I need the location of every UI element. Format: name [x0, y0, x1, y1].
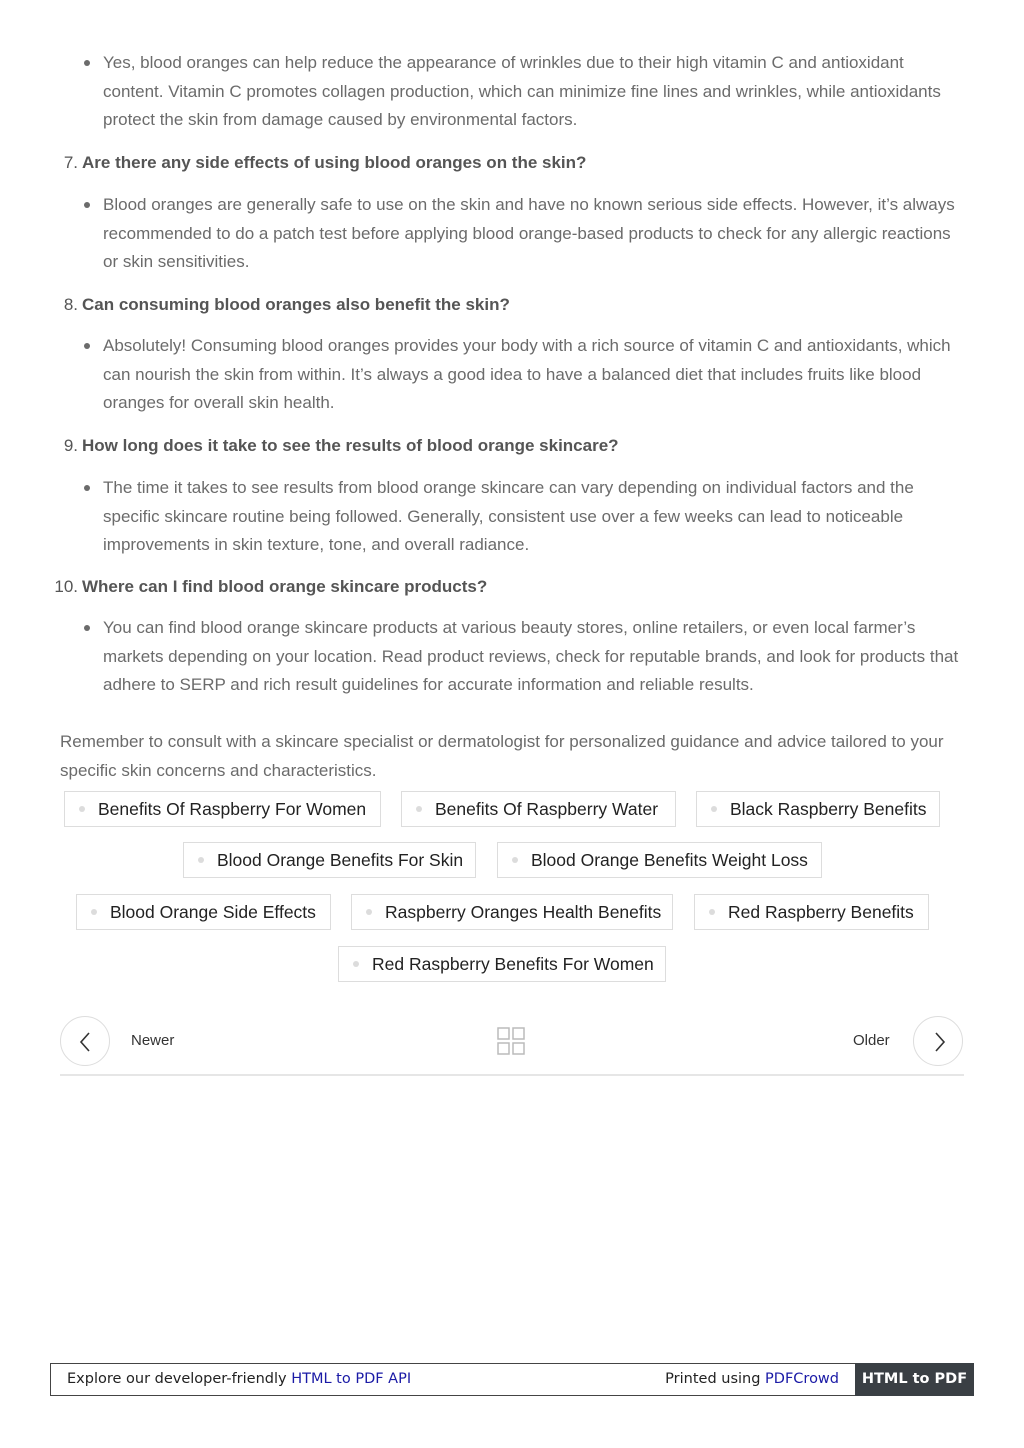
tag-link[interactable] [76, 894, 331, 930]
question-text: How long does it take to see the results of blood orange skincare? [82, 436, 619, 455]
tag-dot-icon [198, 857, 204, 863]
tag-dot-icon [91, 909, 97, 915]
nav-divider [60, 1074, 964, 1076]
older-post-link[interactable]: Older [853, 1032, 890, 1049]
faq-answer-8 [103, 332, 968, 418]
question-number: 7. [63, 153, 78, 172]
faq-question-10 [54, 575, 962, 599]
bullet-icon [84, 625, 90, 631]
tag-label: Red Raspberry Benefits For Women [372, 954, 654, 974]
faq-answer-text: You can find blood orange skincare products at various beauty stores, online retailers, or even local farmer’s markets depending on your location. Read product reviews, check for reputable brands, and look for products that adhere to SERP and rich result guidelines for accurate information and reliable results. [103, 618, 959, 694]
tag-label: Red Raspberry Benefits [728, 902, 914, 922]
footer-left-text: Explore our developer-friendly [67, 1371, 292, 1387]
tag-label: Blood Orange Side Effects [110, 902, 316, 922]
question-number: 9. [63, 436, 78, 455]
tag-dot-icon [416, 806, 422, 812]
tag-label: Blood Orange Benefits For Skin [217, 850, 464, 870]
question-text: Can consuming blood oranges also benefit the skin? [82, 295, 510, 314]
tag-link[interactable] [497, 842, 822, 878]
chevron-left-icon [76, 1032, 96, 1052]
faq-answer-text: Blood oranges are generally safe to use on the skin and have no known serious side effects. However, it’s always recommended to do a patch test before applying blood orange-based products to check for any allergic reactions or skin sensitivities. [103, 195, 955, 271]
tag-label: Benefits Of Raspberry Water [435, 799, 659, 819]
tag-link[interactable] [338, 946, 666, 982]
question-number: 8. [63, 295, 78, 314]
pdf-footer [50, 1363, 974, 1396]
bullet-icon [84, 202, 90, 208]
faq-answer-7 [103, 191, 968, 277]
pdfcrowd-link[interactable]: PDFCrowd [765, 1371, 839, 1387]
tag-link[interactable] [183, 842, 476, 878]
faq-question-9 [63, 434, 962, 458]
question-number: 10. [54, 577, 78, 596]
tag-link[interactable] [401, 791, 676, 827]
tag-dot-icon [353, 961, 359, 967]
tag-label: Black Raspberry Benefits [730, 799, 927, 819]
bullet-icon [84, 60, 90, 66]
tag-dot-icon [711, 806, 717, 812]
html-to-pdf-button[interactable]: HTML to PDF [855, 1363, 974, 1396]
html-to-pdf-api-link[interactable]: HTML to PDF API [291, 1371, 412, 1387]
faq-answer-text: Absolutely! Consuming blood oranges provides your body with a rich source of vitamin C and antioxidants, which can nourish the skin from within. It’s always a good idea to have a balanced diet that includes fruits like blood oranges for overall skin health. [103, 336, 951, 412]
older-post-button[interactable] [913, 1016, 963, 1066]
faq-answer-10 [103, 614, 968, 700]
newer-post-link[interactable]: Newer [131, 1032, 175, 1049]
bullet-icon [84, 485, 90, 491]
footer-right [665, 1364, 839, 1395]
tag-label: Raspberry Oranges Health Benefits [385, 902, 662, 922]
faq-answer-text: The time it takes to see results from blood orange skincare can vary depending on individual factors and the specific skincare routine being followed. Generally, consistent use over a few weeks can lead to noticeable improvements in skin texture, tone, and overall radiance. [103, 478, 914, 554]
grid-icon[interactable] [497, 1027, 525, 1055]
tag-link[interactable] [696, 791, 940, 827]
closing-paragraph: Remember to consult with a skincare specialist or dermatologist for personalized guidance and advice tailored to your specific skin concerns and characteristics. [60, 732, 944, 780]
bullet-icon [84, 343, 90, 349]
question-text: Are there any side effects of using blood oranges on the skin? [82, 153, 587, 172]
tag-link[interactable] [351, 894, 673, 930]
footer-left [67, 1364, 411, 1395]
faq-answer-9 [103, 474, 968, 560]
tag-link[interactable] [694, 894, 929, 930]
faq-answer-6 [103, 49, 968, 135]
footer-right-text: Printed using [665, 1371, 766, 1387]
tag-dot-icon [79, 806, 85, 812]
chevron-right-icon [929, 1032, 949, 1052]
tag-dot-icon [709, 909, 715, 915]
faq-answer-text: Yes, blood oranges can help reduce the appearance of wrinkles due to their high vitamin C and antioxidant content. Vitamin C promotes collagen production, which can minimize fine lines and wrinkles, while antioxidants protect the skin from damage caused by environmental factors. [103, 53, 941, 129]
faq-question-8 [63, 293, 962, 317]
tag-label: Benefits Of Raspberry For Women [98, 799, 367, 819]
newer-post-button[interactable] [60, 1016, 110, 1066]
tag-dot-icon [366, 909, 372, 915]
tag-dot-icon [512, 857, 518, 863]
faq-question-7 [63, 151, 962, 175]
question-text: Where can I find blood orange skincare products? [82, 577, 488, 596]
tag-link[interactable] [64, 791, 381, 827]
tag-label: Blood Orange Benefits Weight Loss [531, 850, 808, 870]
